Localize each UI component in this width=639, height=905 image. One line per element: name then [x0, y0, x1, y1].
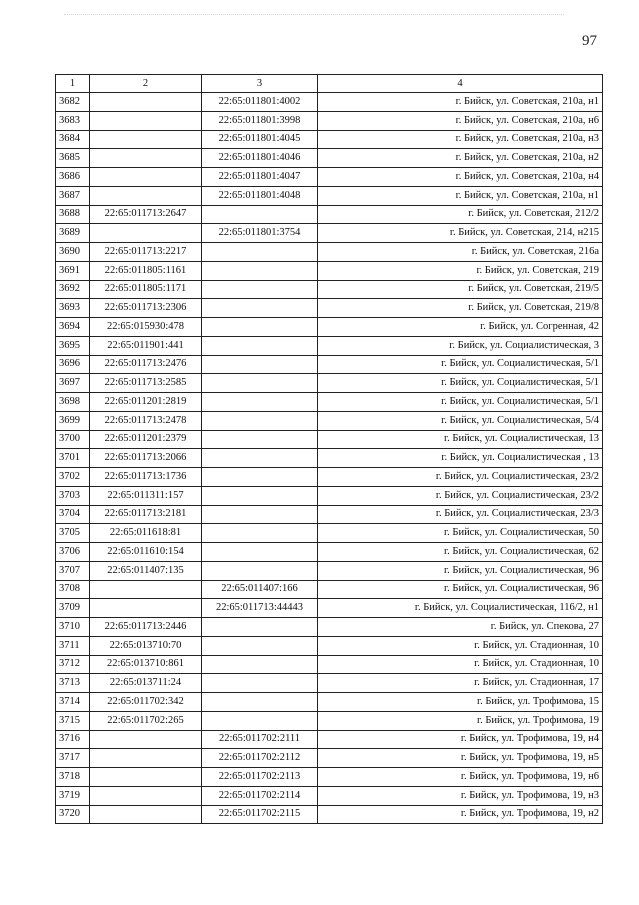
cadastral-number-col3 — [202, 243, 318, 262]
row-number: 3695 — [56, 336, 90, 355]
row-number: 3689 — [56, 224, 90, 243]
address-cell: г. Бийск, ул. Трофимова, 19, н4 — [318, 730, 603, 749]
cadastral-number-col3 — [202, 430, 318, 449]
cadastral-number-col3: 22:65:011801:4047 — [202, 168, 318, 187]
cadastral-number-col3 — [202, 618, 318, 637]
address-cell: г. Бийск, ул. Трофимова, 19 — [318, 711, 603, 730]
address-cell: г. Бийск, ул. Стадионная, 10 — [318, 655, 603, 674]
cadastral-number-col2: 22:65:013710:70 — [90, 636, 202, 655]
page-number: 97 — [582, 33, 597, 49]
row-number: 3699 — [56, 411, 90, 430]
row-number: 3709 — [56, 599, 90, 618]
table-row — [56, 749, 603, 768]
row-number: 3718 — [56, 768, 90, 787]
cadastral-number-col2: 22:65:011713:2066 — [90, 449, 202, 468]
row-number: 3698 — [56, 393, 90, 412]
row-number: 3711 — [56, 636, 90, 655]
cadastral-number-col3: 22:65:011702:2113 — [202, 768, 318, 787]
cadastral-number-col3 — [202, 636, 318, 655]
address-cell: г. Бийск, ул. Трофимова, 19, н3 — [318, 786, 603, 805]
row-number: 3694 — [56, 318, 90, 337]
row-number: 3697 — [56, 374, 90, 393]
cadastral-number-col3 — [202, 711, 318, 730]
row-number: 3720 — [56, 805, 90, 824]
table-row — [56, 261, 603, 280]
column-header-2: 2 — [90, 75, 202, 93]
row-number: 3685 — [56, 149, 90, 168]
address-cell: г. Бийск, ул. Социалистическая, 13 — [318, 430, 603, 449]
cadastral-number-col3: 22:65:011702:2115 — [202, 805, 318, 824]
table-row — [56, 655, 603, 674]
table-row — [56, 468, 603, 487]
cadastral-number-col3: 22:65:011702:2112 — [202, 749, 318, 768]
cadastral-number-col2: 22:65:011407:135 — [90, 561, 202, 580]
cadastral-number-col2: 22:65:011610:154 — [90, 543, 202, 562]
cadastral-number-col2: 22:65:011713:2478 — [90, 411, 202, 430]
table-row — [56, 599, 603, 618]
cadastral-number-col2: 22:65:011713:2585 — [90, 374, 202, 393]
table-header-row — [56, 75, 603, 93]
table-row — [56, 524, 603, 543]
cadastral-number-col2: 22:65:015930:478 — [90, 318, 202, 337]
cadastral-number-col2: 22:65:011713:2181 — [90, 505, 202, 524]
cadastral-number-col3 — [202, 318, 318, 337]
table-row — [56, 318, 603, 337]
address-cell: г. Бийск, ул. Социалистическая, 50 — [318, 524, 603, 543]
table-row — [56, 299, 603, 318]
table-row — [56, 674, 603, 693]
cadastral-number-col3: 22:65:011713:44443 — [202, 599, 318, 618]
cadastral-number-col2: 22:65:011805:1171 — [90, 280, 202, 299]
row-number: 3688 — [56, 205, 90, 224]
cadastral-number-col3: 22:65:011801:4045 — [202, 130, 318, 149]
address-cell: г. Бийск, ул. Советская, 210а, н1 — [318, 93, 603, 112]
table-row — [56, 149, 603, 168]
cadastral-number-col3 — [202, 299, 318, 318]
address-cell: г. Бийск, ул. Советская, 219/8 — [318, 299, 603, 318]
address-cell: г. Бийск, ул. Советская, 212/2 — [318, 205, 603, 224]
cadastral-number-col2 — [90, 186, 202, 205]
cadastral-number-col3 — [202, 505, 318, 524]
cadastral-number-col2: 22:65:011713:2446 — [90, 618, 202, 637]
table-row — [56, 768, 603, 787]
row-number: 3704 — [56, 505, 90, 524]
row-number: 3686 — [56, 168, 90, 187]
cadastral-number-col3 — [202, 205, 318, 224]
row-number: 3702 — [56, 468, 90, 487]
cadastral-number-col2: 22:65:013710:861 — [90, 655, 202, 674]
table-row — [56, 711, 603, 730]
row-number: 3684 — [56, 130, 90, 149]
address-cell: г. Бийск, ул. Социалистическая, 3 — [318, 336, 603, 355]
cadastral-number-col2 — [90, 580, 202, 599]
cadastral-number-col2 — [90, 805, 202, 824]
row-number: 3710 — [56, 618, 90, 637]
table-row — [56, 636, 603, 655]
cadastral-number-col3 — [202, 468, 318, 487]
address-cell: г. Бийск, ул. Трофимова, 19, н2 — [318, 805, 603, 824]
cadastral-number-col2: 22:65:011702:342 — [90, 693, 202, 712]
row-number: 3703 — [56, 486, 90, 505]
cadastral-number-col3 — [202, 374, 318, 393]
cadastral-number-col2 — [90, 130, 202, 149]
table-row — [56, 693, 603, 712]
column-header-3: 3 — [202, 75, 318, 93]
cadastral-number-col3 — [202, 355, 318, 374]
address-cell: г. Бийск, ул. Социалистическая, 23/3 — [318, 505, 603, 524]
cadastral-number-col3 — [202, 280, 318, 299]
row-number: 3693 — [56, 299, 90, 318]
row-number: 3682 — [56, 93, 90, 112]
cadastral-number-col3: 22:65:011801:4048 — [202, 186, 318, 205]
scan-artifact-line — [64, 14, 564, 15]
cadastral-number-col2: 22:65:011618:81 — [90, 524, 202, 543]
cadastral-number-col2: 22:65:011201:2819 — [90, 393, 202, 412]
cadastral-number-col3 — [202, 655, 318, 674]
cadastral-number-col2: 22:65:011713:1736 — [90, 468, 202, 487]
table-row — [56, 618, 603, 637]
table-row — [56, 186, 603, 205]
row-number: 3719 — [56, 786, 90, 805]
address-cell: г. Бийск, ул. Стадионная, 17 — [318, 674, 603, 693]
row-number: 3696 — [56, 355, 90, 374]
address-cell: г. Бийск, ул. Спекова, 27 — [318, 618, 603, 637]
address-cell: г. Бийск, ул. Социалистическая, 23/2 — [318, 486, 603, 505]
address-cell: г. Бийск, ул. Советская, 214, н215 — [318, 224, 603, 243]
row-number: 3690 — [56, 243, 90, 262]
table-row — [56, 561, 603, 580]
cadastral-number-col2: 22:65:011713:2476 — [90, 355, 202, 374]
address-cell: г. Бийск, ул. Советская, 210а, н1 — [318, 186, 603, 205]
row-number: 3717 — [56, 749, 90, 768]
cadastral-number-col2 — [90, 149, 202, 168]
table-row — [56, 411, 603, 430]
cadastral-number-col2 — [90, 730, 202, 749]
address-cell: г. Бийск, ул. Трофимова, 19, н5 — [318, 749, 603, 768]
address-cell: г. Бийск, ул. Социалистическая, 5/4 — [318, 411, 603, 430]
cadastral-number-col2: 22:65:011702:265 — [90, 711, 202, 730]
address-cell: г. Бийск, ул. Социалистическая , 13 — [318, 449, 603, 468]
row-number: 3705 — [56, 524, 90, 543]
address-cell: г. Бийск, ул. Советская, 219 — [318, 261, 603, 280]
row-number: 3712 — [56, 655, 90, 674]
address-cell: г. Бийск, ул. Советская, 210а, н4 — [318, 168, 603, 187]
cadastral-number-col3: 22:65:011801:4046 — [202, 149, 318, 168]
address-cell: г. Бийск, ул. Социалистическая, 116/2, н1 — [318, 599, 603, 618]
cadastral-number-col2: 22:65:011713:2647 — [90, 205, 202, 224]
address-cell: г. Бийск, ул. Советская, 210а, н2 — [318, 149, 603, 168]
table-row — [56, 486, 603, 505]
cadastral-number-col3 — [202, 693, 318, 712]
table-row — [56, 786, 603, 805]
cadastral-number-col2 — [90, 786, 202, 805]
table-row — [56, 355, 603, 374]
registry-table — [55, 74, 603, 824]
table-row — [56, 130, 603, 149]
cadastral-number-col2: 22:65:011805:1161 — [90, 261, 202, 280]
cadastral-number-col2 — [90, 168, 202, 187]
cadastral-number-col2: 22:65:011901:441 — [90, 336, 202, 355]
table-row — [56, 449, 603, 468]
row-number: 3707 — [56, 561, 90, 580]
table-row — [56, 336, 603, 355]
row-number: 3708 — [56, 580, 90, 599]
cadastral-number-col3: 22:65:011702:2111 — [202, 730, 318, 749]
table-row — [56, 805, 603, 824]
cadastral-number-col2 — [90, 111, 202, 130]
address-cell: г. Бийск, ул. Социалистическая, 5/1 — [318, 355, 603, 374]
row-number: 3715 — [56, 711, 90, 730]
column-header-4: 4 — [318, 75, 603, 93]
table-row — [56, 393, 603, 412]
cadastral-number-col3 — [202, 449, 318, 468]
table-row — [56, 93, 603, 112]
address-cell: г. Бийск, ул. Стадионная, 10 — [318, 636, 603, 655]
row-number: 3691 — [56, 261, 90, 280]
table-row — [56, 280, 603, 299]
address-cell: г. Бийск, ул. Согренная, 42 — [318, 318, 603, 337]
address-cell: г. Бийск, ул. Советская, 219/5 — [318, 280, 603, 299]
cadastral-number-col2 — [90, 599, 202, 618]
table-row — [56, 111, 603, 130]
table-row — [56, 505, 603, 524]
cadastral-number-col3 — [202, 411, 318, 430]
address-cell: г. Бийск, ул. Социалистическая, 96 — [318, 561, 603, 580]
cadastral-number-col2: 22:65:011713:2306 — [90, 299, 202, 318]
cadastral-number-col2: 22:65:011201:2379 — [90, 430, 202, 449]
table-row — [56, 580, 603, 599]
address-cell: г. Бийск, ул. Социалистическая, 5/1 — [318, 374, 603, 393]
cadastral-number-col3 — [202, 261, 318, 280]
cadastral-number-col3: 22:65:011407:166 — [202, 580, 318, 599]
cadastral-number-col3: 22:65:011801:4002 — [202, 93, 318, 112]
table-row — [56, 430, 603, 449]
cadastral-number-col3 — [202, 486, 318, 505]
row-number: 3687 — [56, 186, 90, 205]
row-number: 3700 — [56, 430, 90, 449]
cadastral-number-col2 — [90, 224, 202, 243]
cadastral-number-col2 — [90, 768, 202, 787]
row-number: 3713 — [56, 674, 90, 693]
address-cell: г. Бийск, ул. Советская, 216а — [318, 243, 603, 262]
cadastral-number-col3: 22:65:011801:3998 — [202, 111, 318, 130]
address-cell: г. Бийск, ул. Социалистическая, 62 — [318, 543, 603, 562]
address-cell: г. Бийск, ул. Советская, 210а, н6 — [318, 111, 603, 130]
table-row — [56, 374, 603, 393]
row-number: 3714 — [56, 693, 90, 712]
address-cell: г. Бийск, ул. Социалистическая, 23/2 — [318, 468, 603, 487]
table-row — [56, 243, 603, 262]
cadastral-number-col3 — [202, 393, 318, 412]
address-cell: г. Бийск, ул. Социалистическая, 96 — [318, 580, 603, 599]
row-number: 3706 — [56, 543, 90, 562]
address-cell: г. Бийск, ул. Трофимова, 19, н6 — [318, 768, 603, 787]
table-row — [56, 205, 603, 224]
cadastral-number-col3: 22:65:011702:2114 — [202, 786, 318, 805]
table-row — [56, 168, 603, 187]
row-number: 3683 — [56, 111, 90, 130]
cadastral-number-col2 — [90, 93, 202, 112]
cadastral-number-col3 — [202, 524, 318, 543]
address-cell: г. Бийск, ул. Социалистическая, 5/1 — [318, 393, 603, 412]
cadastral-number-col2: 22:65:011713:2217 — [90, 243, 202, 262]
address-cell: г. Бийск, ул. Советская, 210а, н3 — [318, 130, 603, 149]
row-number: 3716 — [56, 730, 90, 749]
cadastral-number-col3: 22:65:011801:3754 — [202, 224, 318, 243]
cadastral-number-col2: 22:65:011311:157 — [90, 486, 202, 505]
table-row — [56, 543, 603, 562]
cadastral-number-col3 — [202, 674, 318, 693]
cadastral-number-col3 — [202, 561, 318, 580]
table-row — [56, 224, 603, 243]
cadastral-number-col3 — [202, 336, 318, 355]
row-number: 3701 — [56, 449, 90, 468]
column-header-1: 1 — [56, 75, 90, 93]
address-cell: г. Бийск, ул. Трофимова, 15 — [318, 693, 603, 712]
cadastral-number-col2: 22:65:013711:24 — [90, 674, 202, 693]
table-body — [56, 93, 603, 824]
cadastral-number-col3 — [202, 543, 318, 562]
row-number: 3692 — [56, 280, 90, 299]
table-row — [56, 730, 603, 749]
cadastral-number-col2 — [90, 749, 202, 768]
